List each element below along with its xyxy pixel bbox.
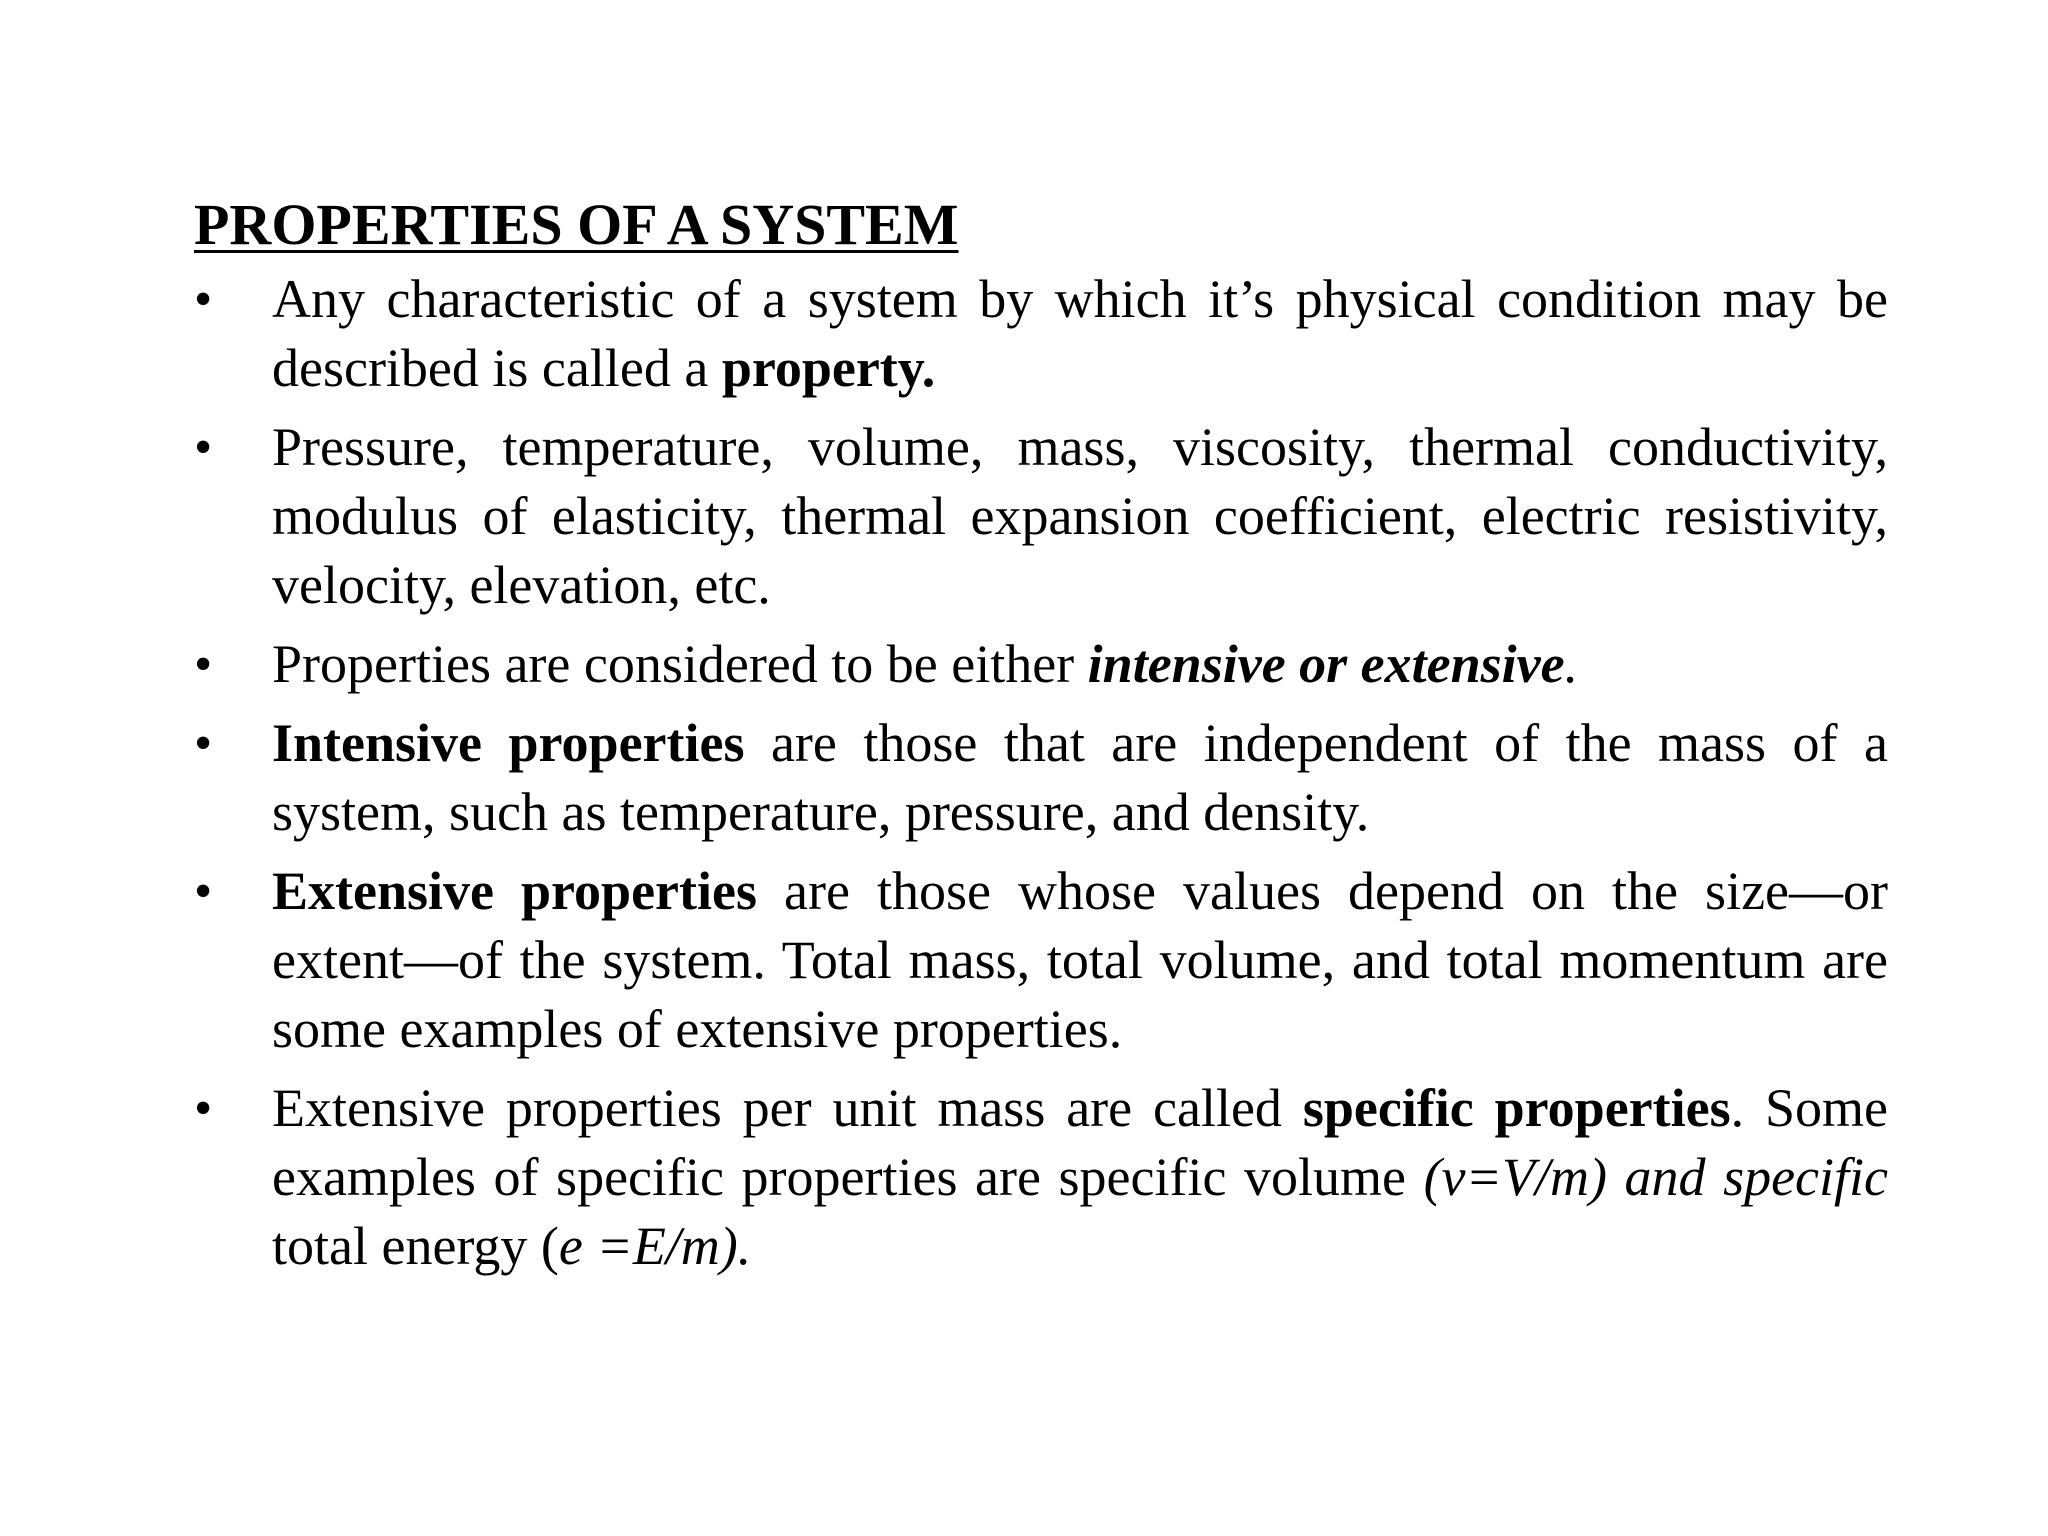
bullet-text — [272, 265, 1888, 403]
term-intensive-properties: Intensive properties — [272, 713, 745, 773]
bullet-text — [272, 857, 1888, 1064]
bullet-text — [272, 413, 1888, 620]
text-run: Any characteristic of a system by which it’s physical condition may be described is called a — [272, 269, 1888, 398]
bullet-icon: • — [194, 715, 213, 772]
text-run: are those that are independent of the mass of a system, such as temperature, pressure, and density. — [272, 713, 1888, 842]
italic-comma: , — [454, 417, 469, 477]
bullet-item-property-examples — [194, 413, 1888, 620]
text-run: . Some examples of specific properties are specific volume — [272, 1078, 1888, 1207]
bullet-item-specific-properties — [194, 1074, 1888, 1281]
bullet-icon: • — [194, 636, 213, 693]
text-run: Extensive properties per unit mass are called — [272, 1078, 1303, 1138]
slide-title: PROPERTIES OF A SYSTEM — [194, 192, 959, 257]
bullet-icon: • — [194, 1080, 213, 1137]
formula-specific-volume: (v=V/m) and specific — [1423, 1147, 1888, 1207]
text-run: are those whose values depend on the size—or extent—of the system. Total mass, total volume, and total momentum are some examples of extensive properties. — [272, 861, 1888, 1059]
text-run: Pressure — [272, 417, 455, 477]
bullet-item-property-definition — [194, 265, 1888, 403]
bullet-item-intensive-properties — [194, 709, 1888, 847]
term-intensive-or-extensive: intensive or extensive — [1087, 634, 1565, 694]
term-specific-properties: specific properties — [1302, 1078, 1731, 1138]
text-run: Properties are considered to be either — [272, 634, 1088, 694]
bullet-text — [272, 709, 1888, 847]
bullet-text — [272, 1074, 1888, 1281]
term-extensive-properties: Extensive properties — [272, 861, 757, 921]
term-property: property. — [721, 338, 936, 398]
bullet-icon: • — [194, 271, 213, 328]
italic-period: . — [1564, 634, 1579, 694]
bullet-item-extensive-properties — [194, 857, 1888, 1064]
bullet-text — [272, 630, 1888, 699]
bullet-list — [194, 265, 1888, 1291]
text-run: total energy ( — [272, 1216, 559, 1276]
formula-specific-energy: e =E/m). — [558, 1216, 752, 1276]
bullet-item-intensive-or-extensive — [194, 630, 1888, 699]
bullet-icon: • — [194, 419, 213, 476]
text-run: temperature, volume, mass, viscosity, thermal conductivity, modulus of elasticity, thermal expansion coefficient, electric resistivity, velocity, elevation, etc. — [272, 417, 1888, 615]
bullet-icon: • — [194, 863, 213, 920]
